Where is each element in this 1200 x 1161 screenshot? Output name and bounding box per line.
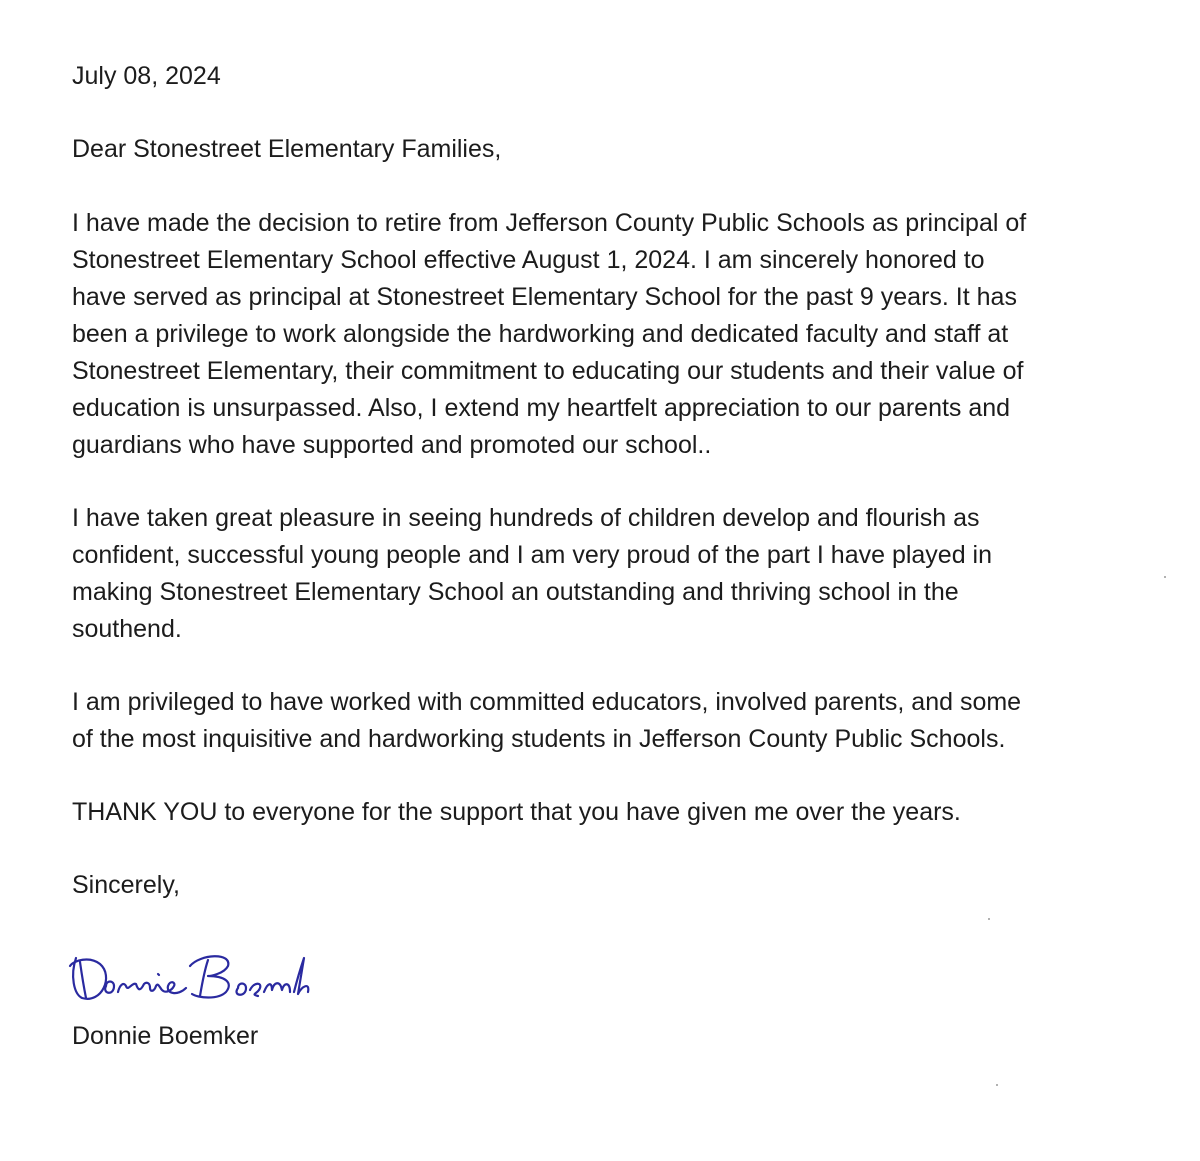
paragraph-pleasure: I have taken great pleasure in seeing hundreds of children develop and flourish as confident, successful young people and I am very proud of the part I have played in making Stonestreet Elementary School an outstanding and thriving school in the southend. bbox=[72, 504, 993, 643]
scan-speck bbox=[988, 918, 990, 920]
paragraph-thank-you: THANK YOU to everyone for the support that you have given me over the years. bbox=[72, 798, 961, 826]
letter-date: July 08, 2024 bbox=[72, 62, 221, 90]
signature-icon bbox=[62, 936, 422, 1016]
handwritten-signature bbox=[62, 936, 422, 1016]
closing: Sincerely, bbox=[72, 871, 180, 899]
scan-speck bbox=[1164, 576, 1166, 578]
scan-speck bbox=[996, 1084, 998, 1086]
salutation: Dear Stonestreet Elementary Families, bbox=[72, 135, 502, 163]
signer-name: Donnie Boemker bbox=[72, 1022, 259, 1050]
paragraph-retirement: I have made the decision to retire from Jefferson County Public Schools as principal of Stonestreet Elementary School effective August 1, 2024. I am sincerely honored to have served as principal at Stonestreet Elementary School for the past 9 years. It has been a privilege to work alongside the hardworking and dedicated faculty and staff at Stonestreet Elementary, their commitment to educating our students and their value of education is unsurpassed. Also, I extend my heartfelt appreciation to our parents and guardians who have supported and promoted our school.. bbox=[72, 209, 1027, 459]
letter-body bbox=[72, 58, 1152, 904]
paragraph-privilege: I am privileged to have worked with committed educators, involved parents, and some of the most inquisitive and hardworking students in Jefferson County Public Schools. bbox=[72, 688, 1022, 753]
